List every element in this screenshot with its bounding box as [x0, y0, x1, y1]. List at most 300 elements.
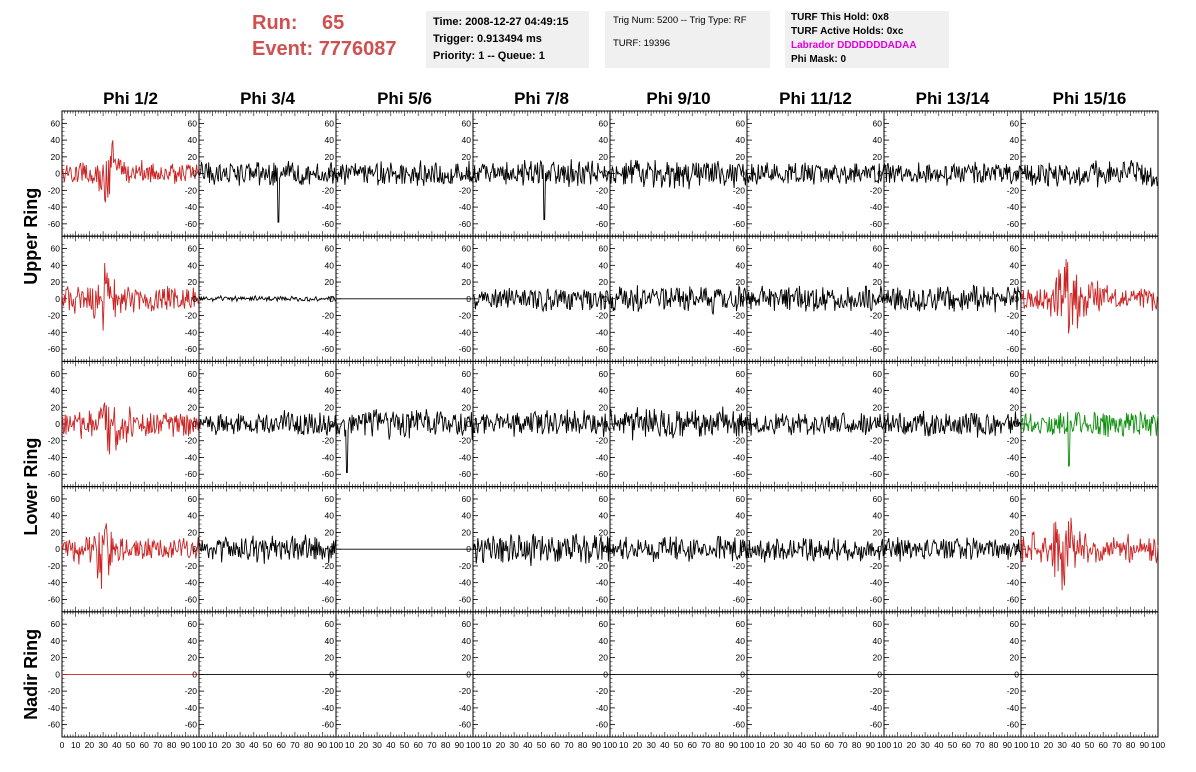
y-tick-label: 60	[324, 368, 334, 379]
y-tick-label: -20	[47, 185, 60, 196]
y-tick-label: 40	[1009, 260, 1019, 271]
y-tick-label: -40	[47, 202, 60, 213]
waveform-trace	[747, 162, 884, 184]
y-tick-label: -40	[184, 452, 197, 463]
y-tick-label: 0	[603, 419, 608, 429]
waveform-trace	[610, 285, 747, 314]
y-tick-label: -20	[47, 310, 60, 321]
y-tick-label: -60	[184, 594, 197, 605]
y-tick-label: -60	[595, 594, 608, 605]
y-tick-label: -40	[869, 202, 882, 213]
y-tick-label: -20	[595, 560, 608, 571]
y-tick-label: 40	[50, 385, 60, 396]
y-tick-label: -20	[595, 185, 608, 196]
y-tick-label: 0	[603, 168, 608, 179]
y-tick-label: 20	[872, 151, 882, 162]
y-tick-label: 40	[50, 135, 60, 146]
y-tick-label: -40	[184, 202, 197, 213]
y-tick-label: -60	[321, 218, 334, 229]
y-tick-label: 40	[872, 260, 882, 271]
y-tick-label: 20	[872, 527, 882, 538]
y-tick-label: -40	[1006, 452, 1019, 463]
y-tick-label: -20	[458, 560, 471, 571]
y-tick-label: 60	[1009, 118, 1019, 129]
y-tick-label: -20	[595, 310, 608, 321]
y-tick-label: 0	[55, 293, 60, 304]
y-tick-label: -20	[732, 185, 745, 196]
y-tick-label: -60	[47, 594, 60, 605]
waveform-trace	[747, 412, 884, 436]
column-header: Phi 3/4	[240, 89, 295, 108]
y-tick-label: 40	[50, 635, 60, 646]
y-tick-label: 20	[735, 151, 745, 162]
y-tick-label: -60	[1006, 594, 1019, 605]
y-tick-label: 40	[872, 510, 882, 521]
waveform-trace	[336, 160, 473, 185]
y-tick-label: -20	[1006, 310, 1019, 321]
y-tick-label: 60	[872, 368, 882, 379]
y-tick-label: -40	[869, 452, 882, 463]
column-header: Phi 7/8	[514, 89, 569, 108]
y-tick-label: -60	[732, 594, 745, 605]
waveform-trace	[1021, 259, 1158, 333]
y-tick-label: -40	[184, 702, 197, 713]
y-tick-label: -40	[732, 202, 745, 213]
y-tick-label: -20	[458, 185, 471, 196]
y-tick-label: 60	[50, 493, 60, 504]
y-tick-label: 40	[461, 510, 471, 521]
y-tick-label: 0	[466, 419, 471, 429]
y-tick-label: -20	[47, 560, 60, 571]
y-tick-label: -20	[1006, 185, 1019, 196]
y-tick-label: -20	[1006, 435, 1019, 446]
y-tick-label: 20	[598, 402, 608, 413]
time-text: Time: 2008-12-27 04:49:15	[433, 16, 569, 28]
y-tick-label: -20	[184, 560, 197, 571]
y-tick-label: 60	[872, 118, 882, 129]
waveform-trace	[610, 407, 747, 441]
waveform-trace	[1021, 412, 1158, 466]
y-tick-label: -60	[47, 719, 60, 730]
y-tick-label: 40	[324, 385, 334, 396]
y-tick-label: 20	[187, 151, 197, 162]
y-tick-label: 40	[598, 510, 608, 521]
y-tick-label: 40	[735, 135, 745, 146]
y-tick-label: -40	[184, 327, 197, 338]
y-tick-label: -40	[321, 452, 334, 463]
y-tick-label: -60	[732, 344, 745, 355]
waveform-trace	[473, 410, 610, 438]
y-tick-label: -40	[321, 702, 334, 713]
y-tick-label: -40	[595, 202, 608, 213]
y-tick-label: 20	[187, 652, 197, 663]
y-tick-label: -40	[732, 577, 745, 588]
trigger-text: Trigger: 0.913494 ms	[433, 33, 542, 45]
waveform-trace	[1021, 160, 1158, 187]
y-tick-label: -60	[595, 344, 608, 355]
y-tick-label: 0	[1014, 168, 1019, 179]
y-tick-label: 40	[461, 260, 471, 271]
y-tick-label: -40	[47, 327, 60, 338]
y-tick-label: 20	[735, 527, 745, 538]
waveform-trace	[610, 160, 747, 189]
y-tick-label: -40	[869, 577, 882, 588]
y-tick-label: 0	[466, 293, 471, 304]
y-tick-label: -60	[1006, 344, 1019, 355]
y-tick-label: 0	[466, 544, 471, 555]
y-tick-label: -60	[47, 344, 60, 355]
y-tick-label: -60	[321, 469, 334, 480]
y-tick-label: 40	[324, 510, 334, 521]
y-tick-label: 60	[324, 619, 334, 630]
y-tick-label: 40	[735, 260, 745, 271]
y-tick-label: 0	[55, 419, 60, 429]
y-tick-label: -40	[1006, 577, 1019, 588]
row-label: Lower Ring	[21, 437, 41, 536]
y-tick-label: 40	[872, 385, 882, 396]
y-tick-label: -40	[321, 577, 334, 588]
run-value: 65	[322, 12, 345, 34]
y-tick-label: 0	[329, 168, 334, 179]
y-tick-label: 40	[187, 260, 197, 271]
turf-text: TURF: 19396	[613, 38, 671, 49]
column-header: Phi 5/6	[377, 89, 432, 108]
waveform-trace	[473, 159, 610, 219]
y-tick-label: 20	[461, 527, 471, 538]
row-label: Nadir Ring	[21, 628, 41, 720]
y-tick-label: 0	[877, 544, 882, 555]
y-tick-label: -40	[184, 577, 197, 588]
waveform-trace	[884, 411, 1021, 438]
y-tick-label: 40	[187, 385, 197, 396]
y-tick-label: 20	[187, 277, 197, 288]
waveform-trace	[199, 535, 336, 564]
y-tick-label: -20	[869, 310, 882, 321]
turf-this-hold-text: TURF This Hold: 0x8	[791, 12, 889, 23]
turf-active-holds-text: TURF Active Holds: 0xc	[791, 26, 904, 37]
y-tick-label: 20	[324, 151, 334, 162]
y-tick-label: 0	[740, 168, 745, 179]
y-tick-label: 40	[187, 135, 197, 146]
y-tick-label: 40	[187, 510, 197, 521]
y-tick-label: 20	[324, 402, 334, 413]
priority-text: Priority: 1 -- Queue: 1	[433, 50, 545, 62]
y-tick-label: -40	[595, 577, 608, 588]
y-tick-label: -60	[1006, 469, 1019, 480]
y-tick-label: -60	[458, 218, 471, 229]
y-tick-label: 40	[50, 510, 60, 521]
y-tick-label: -20	[321, 560, 334, 571]
y-tick-label: -40	[458, 202, 471, 213]
y-tick-label: -20	[595, 435, 608, 446]
y-tick-label: 60	[1009, 243, 1019, 254]
y-tick-label: 60	[461, 243, 471, 254]
y-tick-label: 40	[324, 260, 334, 271]
y-tick-label: -20	[184, 435, 197, 446]
y-tick-label: 60	[735, 118, 745, 129]
waveform-trace	[62, 140, 199, 202]
y-tick-label: 60	[187, 619, 197, 630]
y-tick-label: 40	[324, 135, 334, 146]
y-tick-label: -40	[732, 327, 745, 338]
y-tick-label: 60	[461, 368, 471, 379]
y-tick-label: -60	[595, 218, 608, 229]
y-tick-label: 60	[324, 118, 334, 129]
y-tick-label: 0	[192, 669, 197, 680]
y-tick-label: 0	[877, 419, 882, 429]
y-tick-label: -20	[732, 435, 745, 446]
y-tick-label: 0	[740, 293, 745, 304]
y-tick-label: 0	[329, 419, 334, 429]
waveform-trace	[62, 263, 199, 331]
y-tick-label: 40	[1009, 385, 1019, 396]
y-tick-label: -40	[458, 577, 471, 588]
run-label: Run:	[252, 12, 298, 34]
y-tick-label: 20	[1009, 151, 1019, 162]
y-tick-label: 40	[461, 385, 471, 396]
y-tick-label: 60	[735, 493, 745, 504]
y-tick-label: -20	[458, 435, 471, 446]
y-tick-label: -60	[869, 344, 882, 355]
y-tick-label: -60	[184, 469, 197, 480]
waveform-trace	[473, 534, 610, 566]
y-tick-label: -20	[732, 310, 745, 321]
waveform-trace	[884, 537, 1021, 562]
y-tick-label: 0	[329, 669, 334, 680]
y-tick-label: -40	[47, 702, 60, 713]
y-tick-label: -40	[732, 452, 745, 463]
y-tick-label: 60	[872, 493, 882, 504]
waveform-trace	[747, 286, 884, 312]
waveform-trace	[199, 296, 336, 301]
y-tick-label: -20	[458, 310, 471, 321]
y-tick-label: 0	[55, 669, 60, 680]
y-tick-label: 20	[50, 277, 60, 288]
y-tick-label: -60	[458, 469, 471, 480]
y-tick-label: 40	[461, 135, 471, 146]
y-tick-label: 40	[1009, 135, 1019, 146]
waveform-trace	[884, 285, 1021, 312]
y-tick-label: 0	[1014, 293, 1019, 304]
y-tick-label: 60	[324, 243, 334, 254]
y-tick-label: 20	[598, 277, 608, 288]
y-tick-label: 0	[192, 168, 197, 179]
y-tick-label: 20	[1009, 402, 1019, 413]
y-tick-label: 0	[55, 168, 60, 179]
y-tick-label: -20	[184, 185, 197, 196]
y-tick-label: -40	[321, 327, 334, 338]
y-tick-label: -60	[321, 594, 334, 605]
y-tick-label: 40	[50, 260, 60, 271]
y-tick-label: 20	[735, 402, 745, 413]
y-tick-label: 60	[735, 368, 745, 379]
y-tick-label: 40	[598, 260, 608, 271]
waveform-trace	[336, 409, 473, 472]
trig-text: Trig Num: 5200 -- Trig Type: RF	[613, 15, 747, 26]
y-tick-label: 20	[50, 652, 60, 663]
y-tick-label: -60	[47, 218, 60, 229]
y-tick-label: -60	[184, 719, 197, 730]
y-tick-label: 20	[187, 402, 197, 413]
y-tick-label: -60	[869, 218, 882, 229]
y-tick-label: 60	[598, 243, 608, 254]
y-tick-label: -20	[321, 435, 334, 446]
y-tick-label: -40	[458, 452, 471, 463]
y-tick-label: 60	[1009, 368, 1019, 379]
y-tick-label: 60	[872, 243, 882, 254]
y-tick-label: 20	[461, 277, 471, 288]
y-tick-label: 40	[1009, 510, 1019, 521]
y-tick-label: -40	[321, 202, 334, 213]
y-tick-label: -40	[595, 327, 608, 338]
column-header: Phi 1/2	[103, 89, 158, 108]
column-header: Phi 11/12	[779, 89, 852, 108]
y-tick-label: 40	[598, 385, 608, 396]
y-tick-label: -40	[458, 327, 471, 338]
y-tick-label: -40	[595, 452, 608, 463]
y-tick-label: -40	[1006, 327, 1019, 338]
y-tick-label: 0	[1014, 544, 1019, 555]
y-tick-label: 60	[187, 243, 197, 254]
y-tick-label: 60	[735, 243, 745, 254]
y-tick-label: -20	[321, 686, 334, 697]
y-tick-label: -40	[869, 327, 882, 338]
y-tick-label: 60	[598, 118, 608, 129]
y-tick-label: 60	[598, 368, 608, 379]
y-tick-label: 20	[735, 277, 745, 288]
y-tick-label: 0	[329, 293, 334, 304]
y-tick-label: 40	[872, 135, 882, 146]
y-tick-label: -20	[47, 435, 60, 446]
y-tick-label: 20	[461, 151, 471, 162]
phi-mask-text: Phi Mask: 0	[791, 54, 847, 65]
y-tick-label: 20	[324, 652, 334, 663]
y-tick-label: 60	[461, 493, 471, 504]
y-tick-label: 0	[329, 544, 334, 555]
y-tick-label: 20	[187, 527, 197, 538]
y-tick-label: -60	[732, 218, 745, 229]
y-tick-label: 60	[1009, 493, 1019, 504]
y-tick-label: -60	[869, 594, 882, 605]
y-tick-label: 0	[466, 168, 471, 179]
y-tick-label: -60	[321, 719, 334, 730]
y-tick-label: 0	[603, 544, 608, 555]
y-tick-label: 20	[324, 527, 334, 538]
y-tick-label: 20	[872, 402, 882, 413]
column-header: Phi 15/16	[1052, 89, 1127, 108]
y-tick-label: -60	[458, 594, 471, 605]
y-tick-label: -20	[869, 435, 882, 446]
panel-frame	[747, 111, 884, 236]
y-tick-label: 60	[50, 619, 60, 630]
y-tick-label: 20	[50, 402, 60, 413]
y-tick-label: -20	[869, 185, 882, 196]
y-tick-label: -60	[595, 469, 608, 480]
y-tick-label: -60	[458, 344, 471, 355]
y-tick-label: 20	[598, 527, 608, 538]
waveform-trace	[1021, 518, 1158, 591]
y-tick-label: -40	[1006, 202, 1019, 213]
y-tick-label: -20	[47, 686, 60, 697]
event-label: Event:	[252, 38, 314, 60]
y-tick-label: 60	[187, 368, 197, 379]
y-tick-label: -20	[321, 185, 334, 196]
y-tick-label: -60	[732, 469, 745, 480]
y-tick-label: 60	[187, 118, 197, 129]
y-tick-label: 20	[872, 277, 882, 288]
waveform-trace	[199, 410, 336, 436]
y-tick-label: -40	[47, 577, 60, 588]
y-tick-label: 60	[50, 243, 60, 254]
y-tick-label: -20	[1006, 560, 1019, 571]
y-tick-label: 20	[1009, 277, 1019, 288]
y-tick-label: 20	[461, 402, 471, 413]
y-tick-label: 20	[50, 527, 60, 538]
y-tick-label: 20	[1009, 527, 1019, 538]
y-tick-label: -20	[184, 686, 197, 697]
y-tick-label: 0	[192, 293, 197, 304]
y-tick-label: 0	[192, 544, 197, 555]
waveform-trace	[199, 161, 336, 222]
y-tick-label: 0	[877, 168, 882, 179]
y-tick-label: 40	[187, 635, 197, 646]
y-tick-label: 40	[735, 510, 745, 521]
y-tick-label: -40	[47, 452, 60, 463]
y-tick-label: 0	[740, 419, 745, 429]
y-tick-label: -20	[732, 560, 745, 571]
panel-frame	[884, 236, 1021, 361]
y-tick-label: -60	[184, 218, 197, 229]
waveform-trace	[62, 403, 199, 455]
waveform-trace	[747, 538, 884, 563]
y-tick-label: 0	[740, 544, 745, 555]
y-tick-label: -60	[47, 469, 60, 480]
y-tick-label: 20	[50, 151, 60, 162]
y-tick-label: 60	[187, 493, 197, 504]
y-tick-label: -20	[321, 310, 334, 321]
waveform-trace	[62, 523, 199, 589]
column-header: Phi 9/10	[646, 89, 711, 108]
event-value: 7776087	[318, 38, 397, 60]
y-tick-label: -60	[184, 344, 197, 355]
y-tick-label: 60	[50, 118, 60, 129]
y-tick-label: 60	[50, 368, 60, 379]
y-tick-label: 0	[603, 293, 608, 304]
y-tick-label: 0	[877, 293, 882, 304]
waveform-trace	[473, 288, 610, 311]
y-tick-label: -60	[869, 469, 882, 480]
panel-frame	[62, 236, 199, 361]
waveform-trace	[610, 536, 747, 562]
y-tick-label: -20	[184, 310, 197, 321]
row-label: Upper Ring	[21, 187, 41, 285]
waveform-trace	[884, 162, 1021, 186]
column-header: Phi 13/14	[915, 89, 990, 108]
y-tick-label: 20	[598, 151, 608, 162]
y-tick-label: 0	[1014, 419, 1019, 429]
y-tick-label: 40	[324, 635, 334, 646]
y-tick-label: -60	[321, 344, 334, 355]
y-tick-label: 20	[324, 277, 334, 288]
y-tick-label: 40	[598, 135, 608, 146]
y-tick-label: -60	[1006, 218, 1019, 229]
y-tick-label: -20	[869, 560, 882, 571]
y-tick-label: 0	[55, 544, 60, 555]
labrador-text: Labrador DDDDDDDADAA	[791, 40, 917, 51]
y-tick-label: 0	[192, 419, 197, 429]
y-tick-label: 40	[735, 385, 745, 396]
y-tick-label: 60	[324, 493, 334, 504]
